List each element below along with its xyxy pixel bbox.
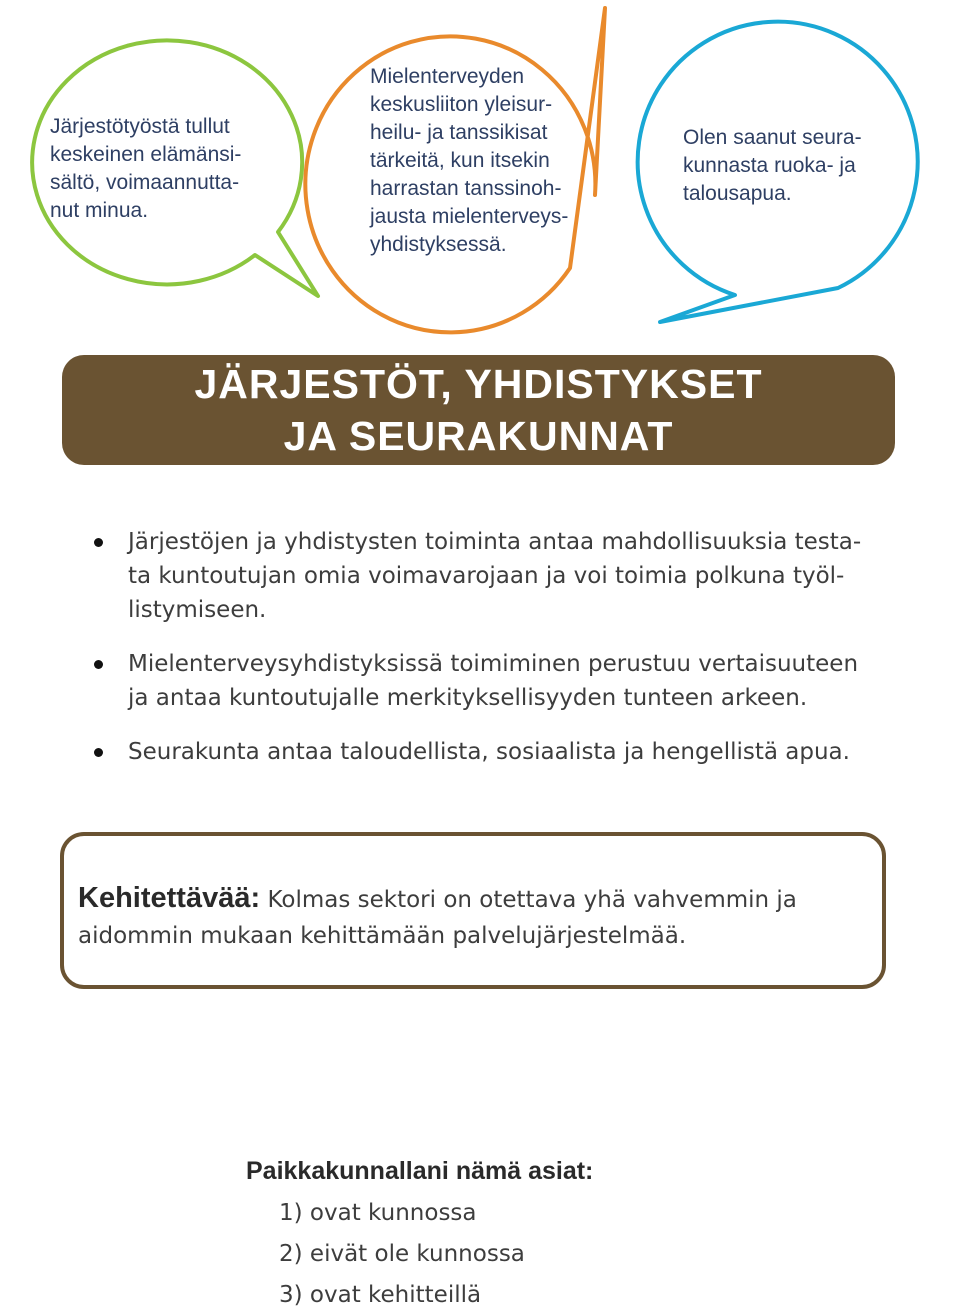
bubble-line: kunnasta ruoka- ja (683, 154, 856, 177)
bubble-line: nut minua. (50, 199, 149, 222)
bullet-line: ja antaa kuntoutujalle merkityksellisyyden tunteen arkeen. (128, 685, 808, 711)
bubble-line: sältö, voimaannutta- (50, 171, 240, 194)
bubble-line: yhdistyksessä. (370, 233, 507, 256)
section-heading-line-1: JÄRJESTÖT, YHDISTYKSET (194, 361, 763, 407)
section-heading-line-2: JA SEURAKUNNAT (283, 413, 674, 459)
bullet-line: Mielenterveysyhdistyksissä toimiminen perustuu vertaisuuteen (128, 651, 859, 677)
bullet-line: listymiseen. (128, 597, 267, 623)
local-status-item: 2) eivät ole kunnossa (279, 1241, 525, 1267)
bubble-line: jausta mielenterveys- (370, 205, 569, 228)
bullet-line: Seurakunta antaa taloudellista, sosiaalista ja hengellistä apua. (128, 739, 850, 765)
bubble-line: Olen saanut seura- (683, 126, 862, 149)
bubble-line: Mielenterveyden (370, 65, 525, 88)
bullet-line: Järjestöjen ja yhdistysten toiminta antaa mahdollisuuksia testa- (128, 529, 862, 555)
bubble-line: tärkeitä, kun itsekin (370, 149, 550, 172)
bubble-line: keskeinen elämänsi- (50, 143, 242, 166)
bubble-line: keskusliiton yleisur- (370, 93, 553, 116)
bubble-quote-dance-competitions (370, 63, 568, 259)
local-status-list (279, 1193, 525, 1316)
bubble-line: heilu- ja tanssikisat (370, 121, 548, 144)
local-status-item: 1) ovat kunnossa (279, 1200, 477, 1226)
bubble-quote-organization-work (50, 113, 241, 225)
development-line-2: aidommin mukaan kehittämään palvelujärjestelmää. (78, 923, 687, 949)
bubble-quote-parish-help (683, 124, 862, 208)
development-label: Kehitettävää: (78, 882, 261, 914)
bubble-line: harrastan tanssinoh- (370, 177, 562, 200)
bullet-line: ta kuntoutujan omia voimavarojaan ja voi toimia polkuna työl- (128, 563, 845, 589)
development-text (78, 880, 797, 954)
bubble-line: talousapua. (683, 182, 792, 205)
bubble-line: Järjestötyöstä tullut (50, 115, 230, 138)
local-status-title: Paikkakunnallani nämä asiat: (246, 1157, 594, 1185)
section-heading-banner (62, 355, 895, 465)
development-line-1-text: Kolmas sektori on otettava yhä vahvemmin ja (267, 887, 797, 913)
bullet-list (90, 525, 900, 789)
bullet-item (90, 647, 900, 715)
bullet-item (90, 525, 900, 627)
bullet-item (90, 735, 900, 769)
development-line-1 (78, 880, 797, 918)
local-status-item: 3) ovat kehitteillä (279, 1282, 482, 1308)
